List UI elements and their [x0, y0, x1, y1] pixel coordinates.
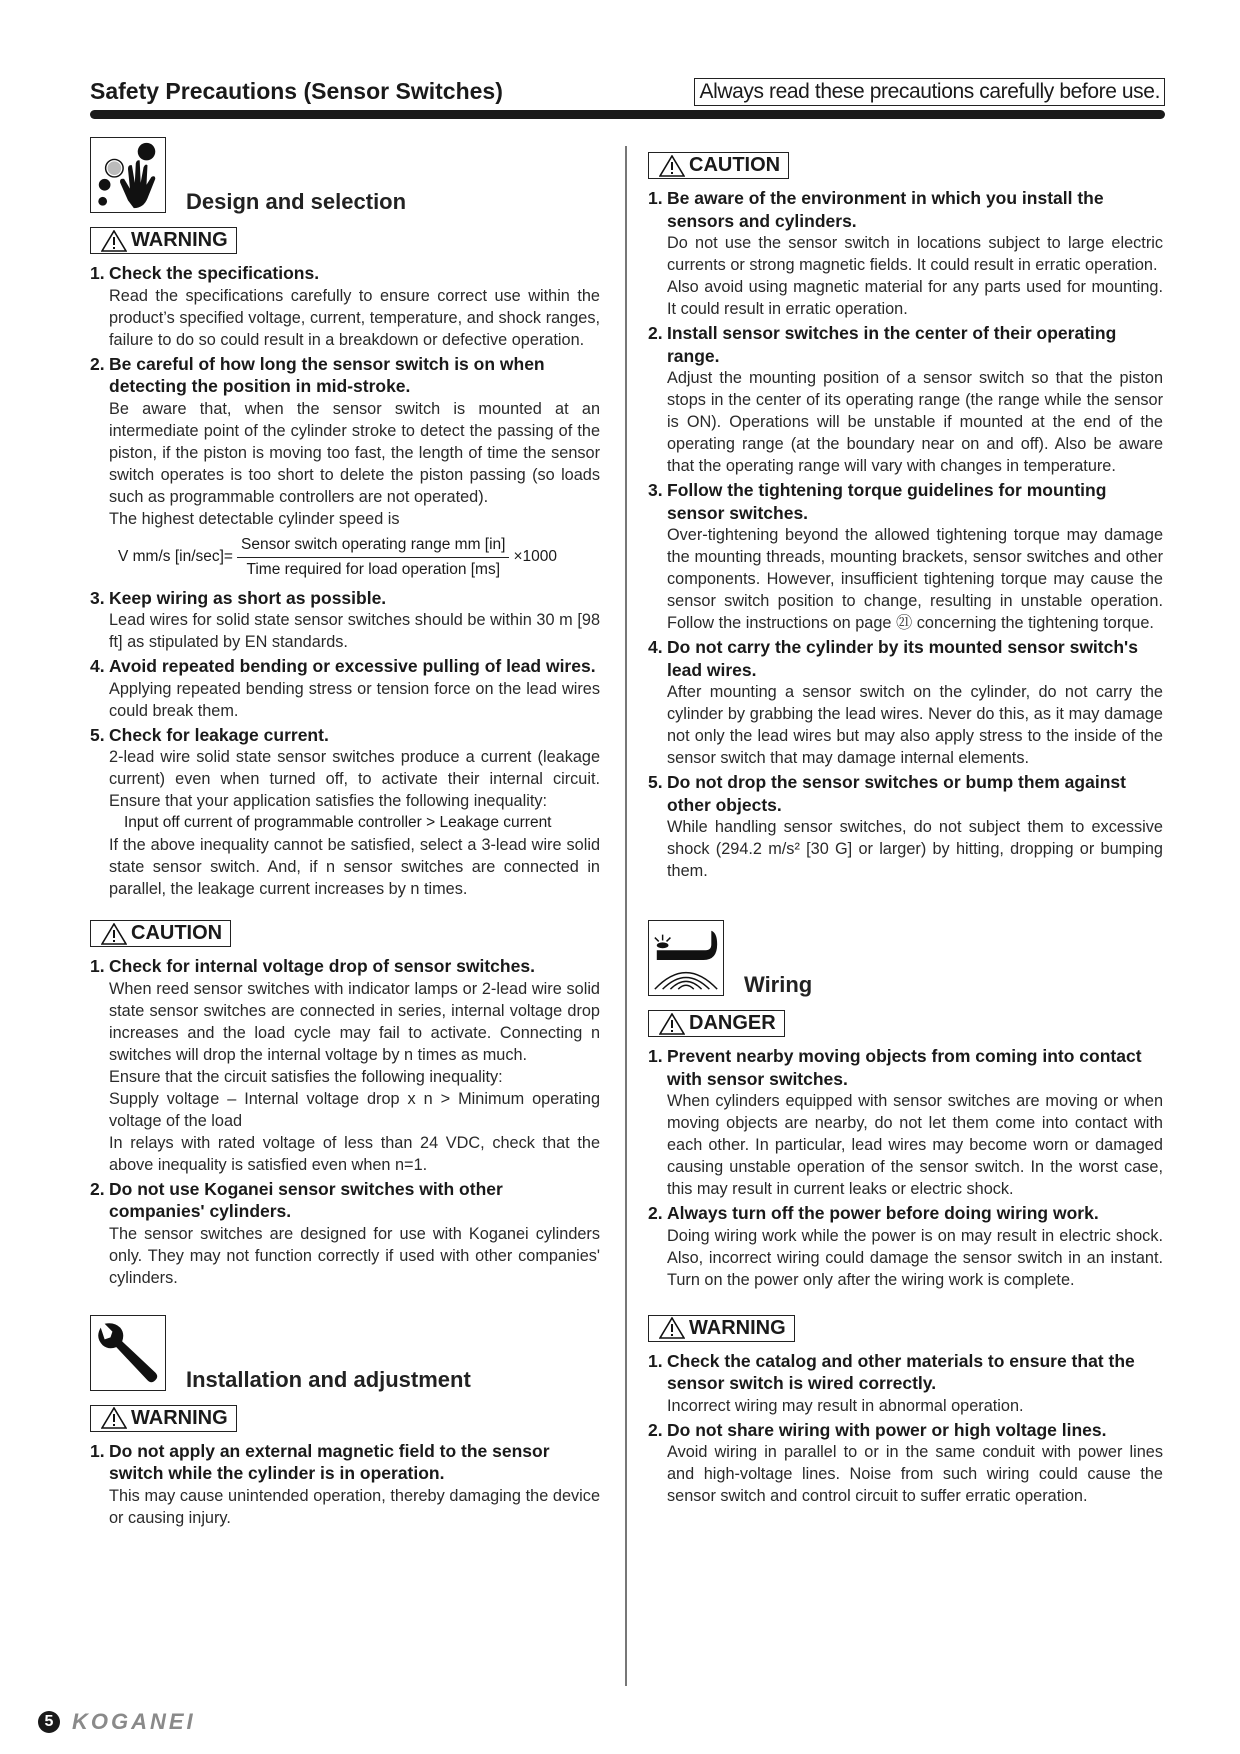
danger-label: DANGER [689, 1012, 776, 1034]
item-body: After mounting a sensor switch on the cylinder, do not carry the cylinder by grabbing the lead wires. Never do this, as it may damage not only the lead wires but may also apply stress to the inside of the sensor switch that may damage internal elements. [667, 683, 1163, 767]
warning-badge [90, 1405, 237, 1432]
list-item: 2. Always turn off the power before doing wiring work. Doing wiring work while the power is on may result in electric shock. Also, incorrect wiring could damage the sensor switch in an instant. Turn on the power only after the wiring work is complete. [648, 1203, 1163, 1289]
item-body: Incorrect wiring may result in abnormal operation. [667, 1396, 1024, 1415]
warning-triangle-icon [659, 1317, 685, 1339]
item-body: Ensure that the circuit satisfies the following inequality: [109, 1067, 503, 1086]
install-section-header [90, 1315, 600, 1391]
item-heading: Check the specifications. [109, 263, 320, 283]
design-section-header [90, 137, 600, 213]
left-column [90, 137, 600, 1531]
list-item: 2. Do not share wiring with power or high voltage lines. Avoid wiring in parallel to or in the same conduit with power lines and high-voltage lines. Noise from such wiring could cause the sensor switch and control circuit to suffer erratic operation. [648, 1419, 1163, 1505]
list-item: 1. Check the specifications. Read the specifications carefully to ensure correct use within the product’s specified voltage, current, temperature, and shock ranges, failure to do so could result in a breakdown or defective operation. [90, 263, 600, 349]
item-heading: Prevent nearby moving objects from coming into contact with sensor switches. [667, 1046, 1142, 1089]
item-body: When cylinders equipped with sensor switches are moving or when moving objects are nearby, do not let them come into contact with each other. In particular, lead wires may become worn or damaged causing unstable operation of the sensor switch. In the worst case, this may result in current leaks or electric shock. [667, 1092, 1163, 1198]
warning-triangle-icon [659, 155, 685, 177]
item-heading: Do not carry the cylinder by its mounted sensor switch's lead wires. [667, 637, 1138, 680]
list-item: 4. Do not carry the cylinder by its mounted sensor switch's lead wires. After mounting a sensor switch on the cylinder, do not carry the cylinder by grabbing the lead wires. Never do this, as it may damage not only the lead wires but may also apply stress to the inside of the sensor switch that may damage internal elements. [648, 637, 1163, 767]
list-item: 5. Check for leakage current. 2-lead wire solid state sensor switches produce a current (leakage current) even when turned off, to activate their internal circuit. Ensure that your application satisfies the following inequality: Input off current of programmable controller > Leakage current If the above inequality cannot be satisfied, select a 3-lead wire solid state sensor switch. And, if n sensor switches are connected in parallel, the leakage current increases by n times. [90, 724, 600, 898]
warning-label: WARNING [131, 1406, 228, 1429]
item-body: In relays with rated voltage of less than 24 VDC, check that the above inequality is satisfied even when n=1. [109, 1133, 600, 1174]
wiring-section-header [648, 920, 1163, 996]
list-item: 2. Be careful of how long the sensor switch is on when detecting the position in mid-stroke. Be aware that, when the sensor switch is mounted at an intermediate point of the cylinder stroke to detect the passing of the piston, if the piston is moving too fast, the length of time the sensor switch operates is too short to delete the piston passing (so loads such as programmable controllers are not operated). The highest detectable cylinder speed is V mm/s [in/sec]= $\frac{\text{Sensor switch operating range mm [in]}}{\text{Time required for load operation [ms]}}$ ×1000 [90, 353, 600, 578]
item-heading: Be aware of the environment in which you install the sensors and cylinders. [667, 188, 1104, 231]
brand-logo: KOGANEI [72, 1709, 196, 1734]
right-column [648, 152, 1163, 1509]
item-heading: Do not share wiring with power or high voltage lines. [667, 1419, 1107, 1440]
speed-formula [118, 536, 600, 579]
page-title: Safety Precautions (Sensor Switches) [90, 78, 503, 104]
item-body: Read the specifications carefully to ensure correct use within the product’s specified voltage, current, temperature, and shock ranges, failure to do so could result in a breakdown or defective operation. [109, 286, 600, 349]
list-item: 2. Do not use Koganei sensor switches with other companies' cylinders. The sensor switches are designed for use with Koganei cylinders only. They may not function correctly if used with other companies' cylinders. [90, 1178, 600, 1287]
list-item: 1. Prevent nearby moving objects from coming into contact with sensor switches. When cylinders equipped with sensor switches are moving or when moving objects are nearby, do not let them come into contact with each other. In particular, lead wires may become worn or damaged causing unstable operation of the sensor switch. In the worst case, this may result in current leaks or electric shock. [648, 1046, 1163, 1198]
caution-badge [90, 920, 231, 947]
item-heading: Avoid repeated bending or excessive pulling of lead wires. [109, 656, 596, 676]
item-heading: Check for leakage current. [109, 724, 329, 745]
warning-triangle-icon [101, 923, 127, 945]
item-heading: Keep wiring as short as possible. [109, 587, 387, 608]
warning-label: WARNING [689, 1316, 786, 1339]
warning-badge [90, 227, 237, 254]
list-item: 2. Install sensor switches in the center of their operating range. Adjust the mounting position of a sensor switch so that the piston stops in the center of its operating range (the range while the sensor is ON). Operations will be unstable if mounted at the end of the operating range (at the boundary near on and off). Also be aware that the operating range will vary with changes in temperature. [648, 323, 1163, 475]
danger-badge [648, 1010, 785, 1037]
item-body: Over-tightening beyond the allowed tightening torque may damage the mounting threads, mounting brackets, sensor switches and other components. However, insufficient tightening torque may cause the sensor switch position to change, resulting in unstable operation. Follow the instructions on page ㉑ concerning the tightening torque. [667, 526, 1163, 632]
item-body: Be aware that, when the sensor switch is mounted at an intermediate point of the cylinder stroke to detect the passing of the piston, if the piston is moving too fast, the length of time the sensor switch operates is too short to delete the piston passing (so loads such as programmable controllers are not operated). [109, 399, 600, 506]
item-body: Doing wiring work while the power is on may result in electric shock. Also, incorrect wiring could damage the sensor switch in an instant. Turn on the power only after the wiring work is complete. [667, 1226, 1163, 1289]
list-item: 4. Avoid repeated bending or excessive pulling of lead wires. Applying repeated bending stress or tension force on the lead wires could break them. [90, 656, 600, 720]
item-heading: Do not use Koganei sensor switches with other companies' cylinders. [109, 1178, 503, 1221]
warning-label: WARNING [131, 229, 228, 251]
formula-fraction [237, 536, 509, 579]
formula-rhs: ×1000 [513, 548, 558, 565]
read-notice: Always read these precautions carefully before use. [694, 78, 1165, 106]
item-heading: Check the catalog and other materials to ensure that the sensor switch is wired correctly. [667, 1350, 1135, 1393]
page-footer [38, 1709, 196, 1735]
warning-triangle-icon [101, 230, 127, 252]
list-item: 1. Check the catalog and other materials to ensure that the sensor switch is wired correctly. Incorrect wiring may result in abnormal operation. [648, 1350, 1163, 1417]
caution-label: CAUTION [131, 922, 223, 944]
list-item: 1. Be aware of the environment in which you install the sensors and cylinders. Do not use the sensor switch in locations subject to large electric currents or strong magnetic fields. It could result in erratic operation. Also avoid using magnetic material for any parts used for mounting. It could result in erratic operation. [648, 188, 1163, 318]
list-item: 3. Follow the tightening torque guidelines for mounting sensor switches. Over-tightening beyond the allowed tightening torque may damage the mounting threads, mounting brackets, sensor switches and other components. However, insufficient tightening torque may cause the sensor switch position to change, resulting in unstable operation. Follow the instructions on page ㉑ concerning the tightening torque. [648, 480, 1163, 632]
item-body: Lead wires for solid state sensor switches should be within 30 m [98 ft] as stipulated by EN standards. [109, 611, 600, 651]
leakage-inequality: Input off current of programmable controller > Leakage current [124, 814, 552, 831]
page-number: 5 [38, 1711, 60, 1733]
item-body: Also avoid using magnetic material for any parts used for mounting. It could result in erratic operation. [667, 278, 1163, 318]
formula-denominator: Time required for load operation [ms] [246, 560, 501, 578]
list-item: 3. Keep wiring as short as possible. Lead wires for solid state sensor switches should be within 30 m [98 ft] as stipulated by EN standards. [90, 587, 600, 651]
caution-badge [648, 152, 789, 179]
item-heading: Be careful of how long the sensor switch is on when detecting the position in mid-stroke. [109, 353, 545, 396]
item-body: If the above inequality cannot be satisfied, select a 3-lead wire solid state sensor switch. And, if n sensor switches are connected in parallel, the leakage current increases by n times. [109, 836, 600, 898]
column-divider [625, 146, 627, 1686]
wiring-waves-icon [648, 920, 724, 996]
item-heading: Install sensor switches in the center of their operating range. [667, 323, 1117, 366]
item-body: This may cause unintended operation, thereby damaging the device or causing injury. [109, 1486, 600, 1527]
formula-numerator: Sensor switch operating range mm [in] [237, 536, 509, 558]
item-body: The highest detectable cylinder speed is [109, 509, 400, 528]
item-body: Adjust the mounting position of a sensor switch so that the piston stops in the center of its operating range (the range while the sensor is ON). Operations will be unstable if mounted at the end of the operating range (at the boundary near on and off). Also be aware that the operating range will vary with changes in temperature. [667, 369, 1163, 475]
design-section-title: Design and selection [186, 189, 407, 214]
formula-lhs: V mm/s [in/sec]= [118, 548, 233, 565]
item-body: Applying repeated bending stress or tension force on the lead wires could break them. [109, 679, 600, 720]
item-body: The sensor switches are designed for use with Koganei cylinders only. They may not function correctly if used with other companies' cylinders. [109, 1224, 600, 1287]
item-body: Supply voltage – Internal voltage drop x n > Minimum operating voltage of the load [109, 1089, 600, 1130]
install-section-title: Installation and adjustment [186, 1366, 471, 1392]
hand-touching-dots-icon [90, 137, 166, 213]
item-body: When reed sensor switches with indicator lamps or 2-lead wire solid state sensor switches are connected in series, internal voltage drop increases and the load cycle may fail to activate. Connecting n switches will drop the internal voltage by n times as much. [109, 979, 600, 1064]
wiring-section-title: Wiring [744, 972, 813, 997]
item-heading: Do not drop the sensor switches or bump them against other objects. [667, 772, 1126, 815]
warning-badge [648, 1315, 795, 1342]
caution-label: CAUTION [689, 154, 781, 176]
item-heading: Do not apply an external magnetic field to the sensor switch while the cylinder is in operation. [109, 1440, 550, 1483]
page-header [90, 76, 1165, 108]
list-item: 5. Do not drop the sensor switches or bump them against other objects. While handling sensor switches, do not subject them to excessive shock (294.2 m/s² [30 G] or larger) by hitting, dropping or bumping them. [648, 772, 1163, 880]
item-heading: Always turn off the power before doing wiring work. [667, 1203, 1099, 1223]
wrench-icon [90, 1315, 166, 1391]
warning-triangle-icon [101, 1407, 127, 1429]
item-body: Do not use the sensor switch in locations subject to large electric currents or strong magnetic fields. It could result in erratic operation. [667, 234, 1163, 274]
header-rule [90, 110, 1165, 119]
item-heading: Follow the tightening torque guidelines for mounting sensor switches. [667, 480, 1107, 523]
item-body: While handling sensor switches, do not subject them to excessive shock (294.2 m/s² [30 G] or larger) by hitting, dropping or bumping them. [667, 818, 1163, 880]
item-heading: Check for internal voltage drop of sensor switches. [109, 956, 535, 976]
item-body: Avoid wiring in parallel to or in the same conduit with power lines and high-voltage lines. Noise from such wiring could cause the sensor switch and control circuit to suffer erratic operation. [667, 1443, 1163, 1505]
warning-triangle-icon [659, 1013, 685, 1035]
list-item: 1. Do not apply an external magnetic field to the sensor switch while the cylinder is in operation. This may cause unintended operation, thereby damaging the device or causing injury. [90, 1440, 600, 1527]
item-body: 2-lead wire solid state sensor switches produce a current (leakage current) even when turned off, to activate their internal circuit. Ensure that your application satisfies the following inequality: [109, 748, 600, 810]
list-item: 1. Check for internal voltage drop of sensor switches. When reed sensor switches with indicator lamps or 2-lead wire solid state sensor switches are connected in series, internal voltage drop increases and the load cycle may fail to activate. Connecting n switches will drop the internal voltage by n times as much. Ensure that the circuit satisfies the following inequality: Supply voltage – Internal voltage drop x n > Minimum operating voltage of the load In relays with rated voltage of less than 24 VDC, check that the above inequality is satisfied even when n=1. [90, 956, 600, 1174]
